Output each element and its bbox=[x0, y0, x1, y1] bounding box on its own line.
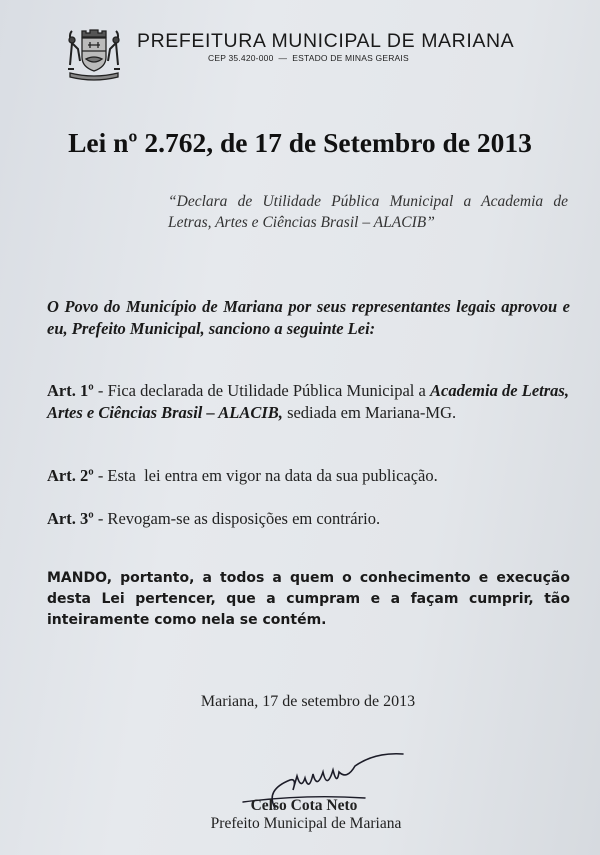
letterhead-state: ESTADO DE MINAS GERAIS bbox=[292, 53, 409, 63]
letterhead-name: PREFEITURA MUNICIPAL DE MARIANA bbox=[137, 30, 515, 52]
article-3 bbox=[47, 508, 569, 530]
article-number: Art. 2º bbox=[47, 466, 94, 485]
signer-name: Celso Cota Neto bbox=[250, 797, 358, 814]
article-2 bbox=[47, 465, 569, 487]
article-number: Art. 3º bbox=[47, 509, 94, 528]
article-number: Art. 1º bbox=[47, 381, 94, 400]
letterhead-address bbox=[208, 53, 409, 63]
article-text: - Fica declarada de Utilidade Pública Municipal a bbox=[93, 381, 431, 400]
law-closing: MANDO, portanto, a todos a quem o conhecimento e execução desta Lei pertencer, que a cumpram e a façam cumprir, tão inteiramente como nela se contém. bbox=[47, 570, 570, 628]
law-title: Lei nº 2.762, de 17 de Setembro de 2013 bbox=[68, 127, 532, 158]
article-text-end: sediada em Mariana-MG. bbox=[282, 403, 457, 422]
letterhead-cep: CEP 35.420-000 bbox=[208, 53, 274, 63]
municipal-coat-of-arms-icon bbox=[60, 25, 128, 81]
letterhead-separator: — bbox=[278, 53, 288, 63]
law-ementa: “Declara de Utilidade Pública Municipal a Academia de Letras, Artes e Ciências Brasil – ALACIB” bbox=[168, 193, 568, 231]
article-text: - Revogam-se as disposições em contrário. bbox=[93, 509, 381, 528]
signer-role: Prefeito Municipal de Mariana bbox=[210, 815, 402, 832]
place-date: Mariana, 17 de setembro de 2013 bbox=[200, 693, 416, 710]
article-entity: Academia de Letras, Artes e Ciências Brasil – ALACIB, bbox=[47, 381, 569, 422]
article-1 bbox=[47, 380, 569, 424]
article-text: - Esta lei entra em vigor na data da sua publicação. bbox=[93, 466, 438, 485]
law-preamble: O Povo do Município de Mariana por seus representantes legais aprovou e eu, Prefeito Municipal, sanciono a seguinte Lei: bbox=[47, 297, 570, 338]
